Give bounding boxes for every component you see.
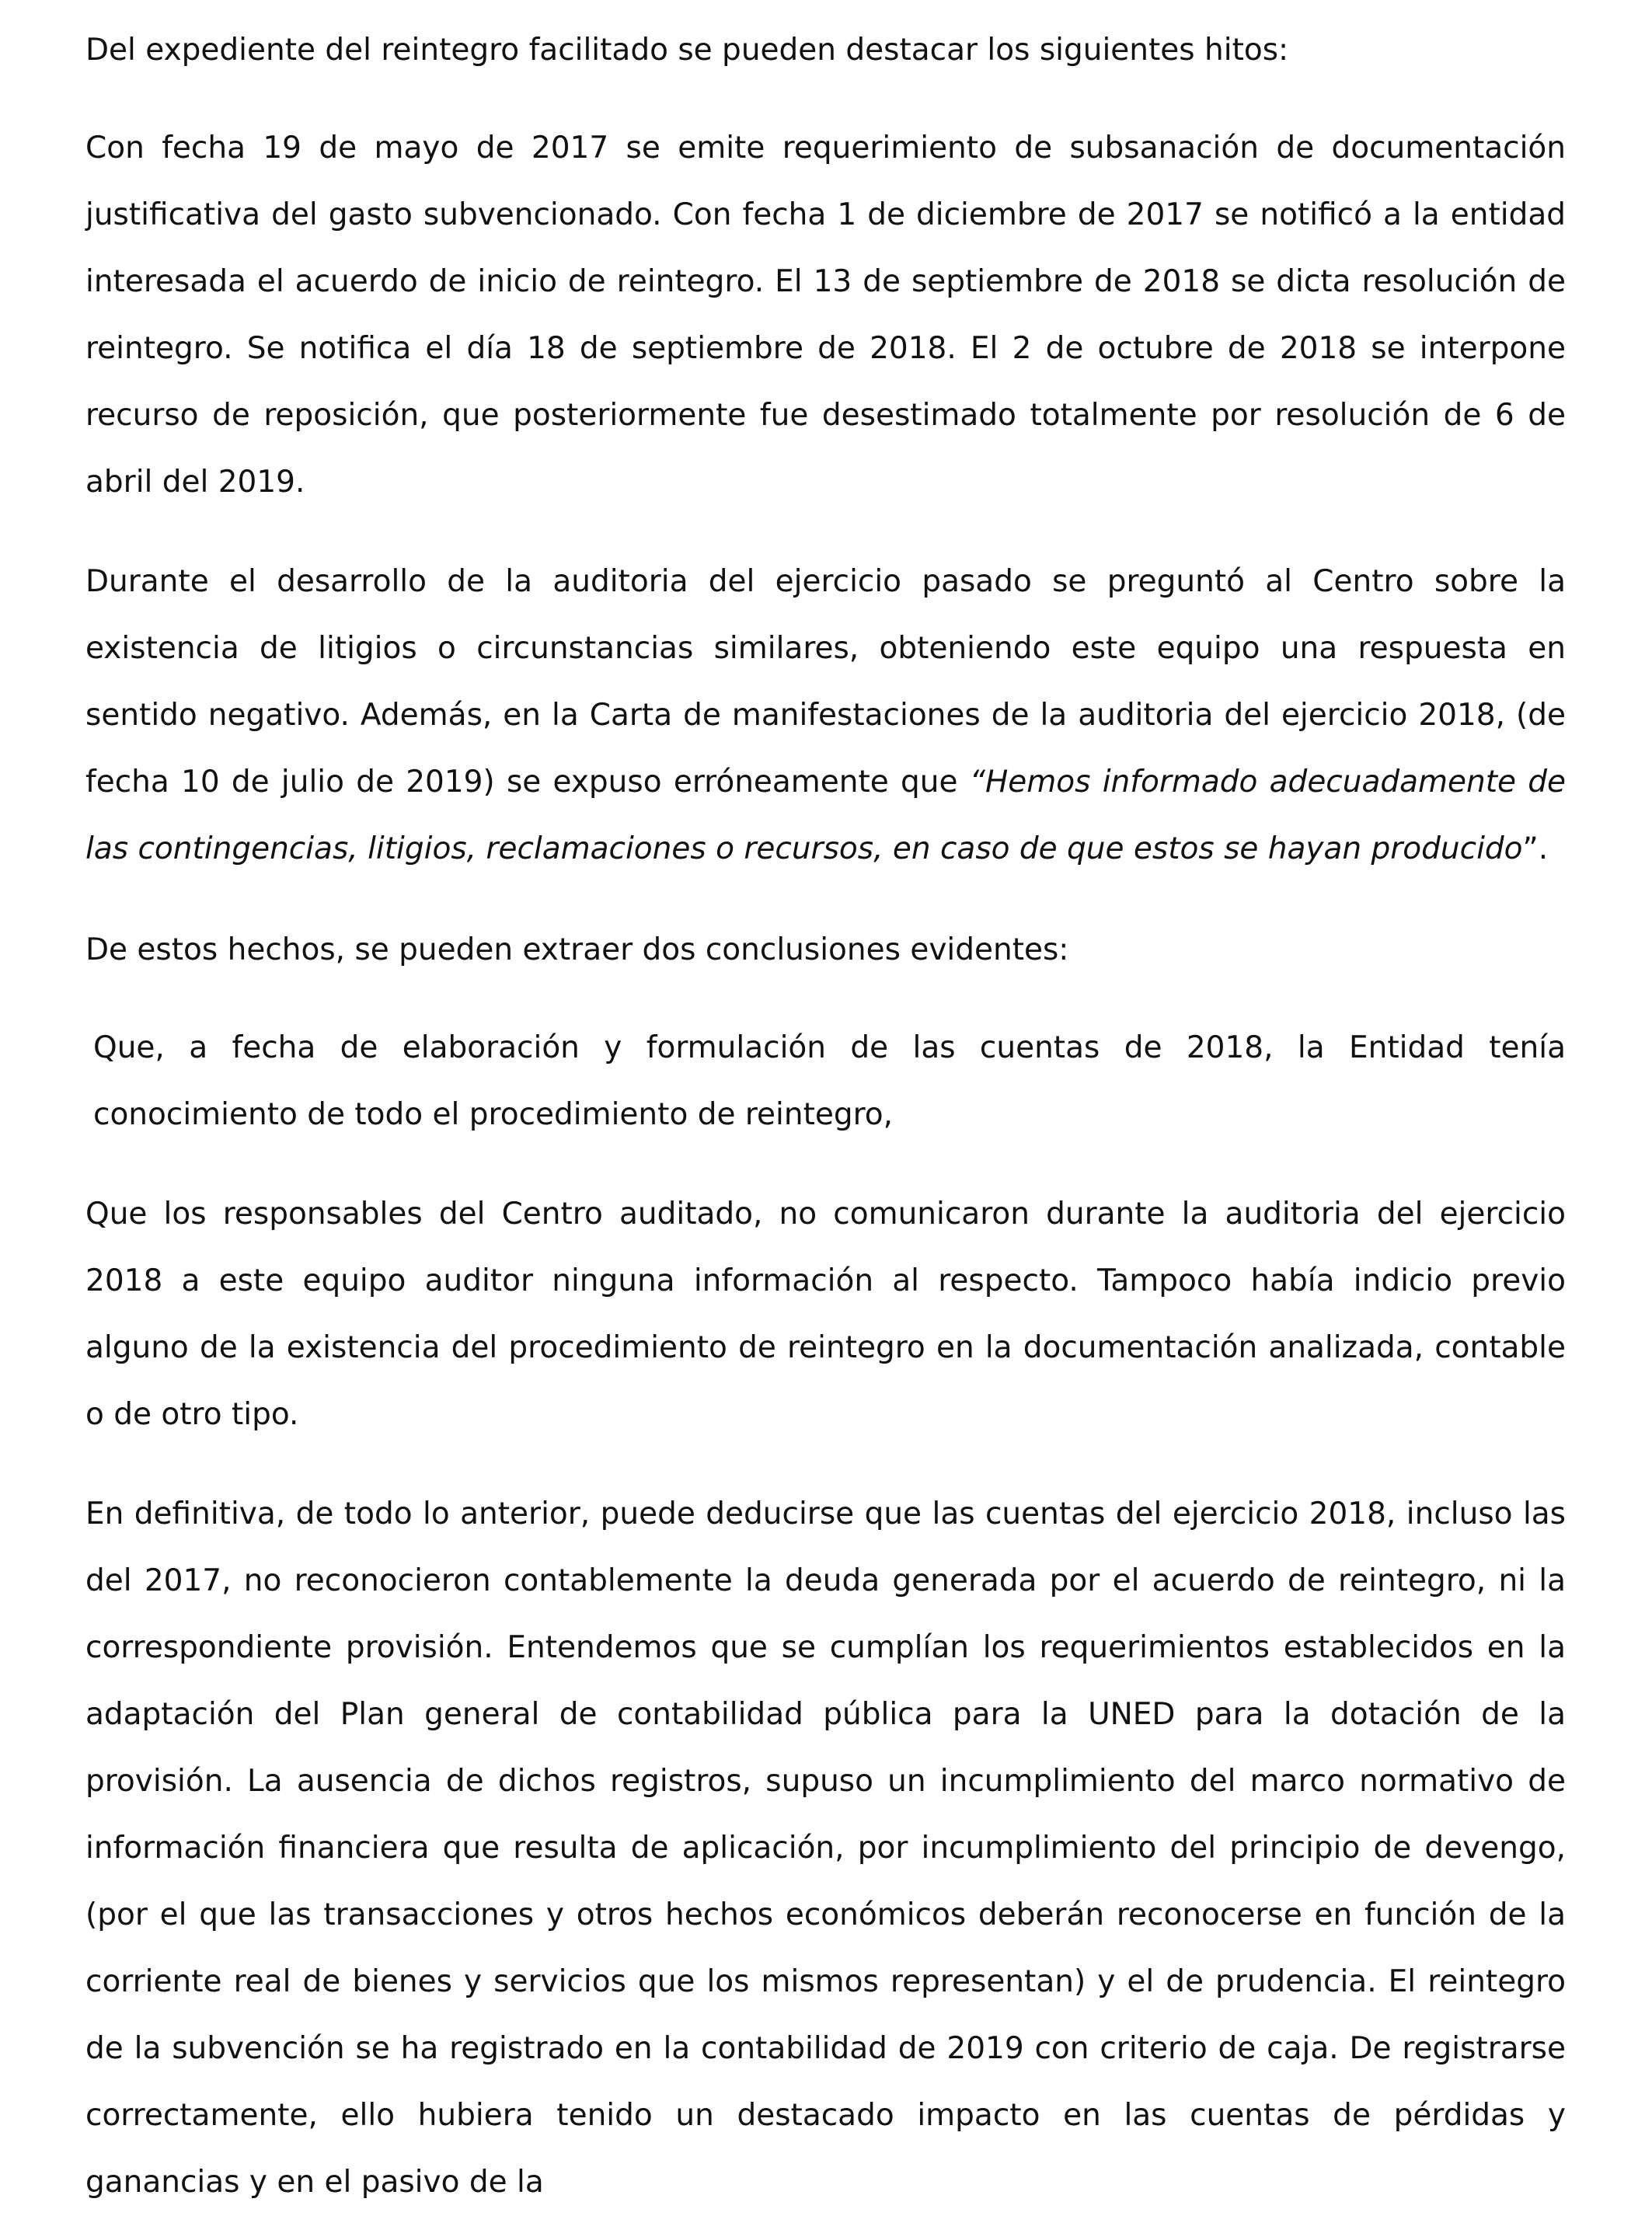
milestones-paragraph: Con fecha 19 de mayo de 2017 se emite requerimiento de subsanación de documentación justificativa del gasto subvencionado. Con fecha 1 de diciembre de 2017 se notificó a la entidad interesada el acuerdo de inicio de reintegro. El 13 de septiembre de 2018 se dicta resolución de reintegro. Se notifica el día 18 de septiembre de 2018. El 2 de octubre de 2018 se interpone recurso de reposición, que posteriormente fue desestimado totalmente por resolución de 6 de abril del 2019. — [85, 131, 1566, 500]
intro-paragraph: Del expediente del reintegro facilitado se pueden destacar los siguientes hitos: — [85, 33, 1289, 68]
audit-inquiry-text: Durante el desarrollo de la auditoria del ejercicio pasado se preguntó al Centro sobre la existencia de litigios o circunstancias similares, obteniendo este equipo una respuesta en sentido negativo. Además, en la Carta de manifestaciones de la auditoria del ejercicio 2018, (de fecha 10 de julio de 2019) se expuso erróneamente que — [85, 564, 1566, 800]
conclusion-two: Que los responsables del Centro auditado, no comunicaron durante la auditoria del ejercicio 2018 a este equipo auditor ninguna información al respecto. Tampoco había indicio previo alguno de la existencia del procedimiento de reintegro en la documentación analizada, contable o de otro tipo. — [85, 1197, 1566, 1432]
conclusions-intro: De estos hechos, se pueden extraer dos conclusiones evidentes: — [85, 932, 1069, 967]
management-letter-quote: “Hemos informado adecuadamente de las contingencias, litigios, reclamaciones o recursos, en caso de que estos se hayan producido — [85, 765, 1567, 866]
audit-inquiry-paragraph — [85, 549, 1566, 883]
quote-closing: ”. — [1522, 831, 1549, 866]
final-assessment-paragraph: En definitiva, de todo lo anterior, puede deducirse que las cuentas del ejercicio 2018, incluso las del 2017, no reconocieron contablemente la deuda generada por el acuerdo de reintegro, ni la correspondiente provisión. Entendemos que se cumplían los requerimientos establecidos en la adaptación del Plan general de contabilidad pública para la UNED para la dotación de la provisión. La ausencia de dichos registros, supuso un incumplimiento del marco normativo de información financiera que resulta de aplicación, por incumplimiento del principio de devengo, (por el que las transacciones y otros hechos económicos deberán reconocerse en función de la corriente real de bienes y servicios que los mismos representan) y el de prudencia. El reintegro de la subvención se ha registrado en la contabilidad de 2019 con criterio de caja. De registrarse correctamente, ello hubiera tenido un destacado impacto en las cuentas de pérdidas y ganancias y en el pasivo de la — [85, 1496, 1566, 2200]
document-page — [85, 17, 1566, 2216]
conclusion-one: Que, a fecha de elaboración y formulación de las cuentas de 2018, la Entidad tenía conocimiento de todo el procedimiento de reintegro, — [93, 1030, 1566, 1132]
